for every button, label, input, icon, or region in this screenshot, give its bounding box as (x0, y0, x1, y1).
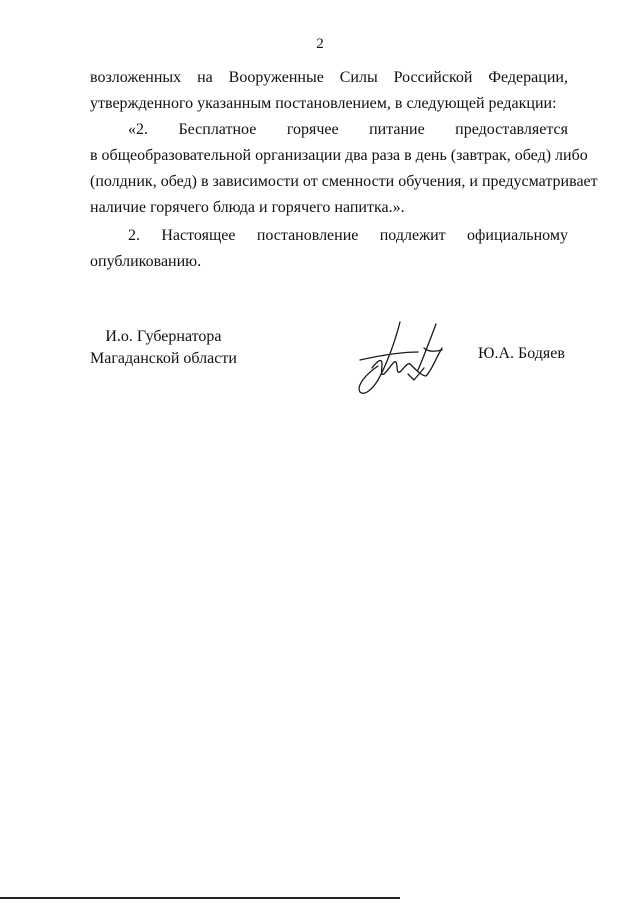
word: горячее (286, 121, 339, 138)
word: на (197, 69, 213, 86)
word: постановление (256, 227, 359, 244)
paragraph-2-line-1 (90, 117, 568, 143)
paragraph-2-line-3: (полдник, обед) в зависимости от сменности обучения, и предусматривает (90, 173, 598, 190)
word: подлежит (379, 227, 446, 244)
word: Силы (339, 69, 378, 86)
word: питание (369, 121, 425, 138)
word: Вооруженные (228, 69, 324, 86)
page-number: 2 (316, 36, 324, 52)
word: Федерации, (488, 69, 568, 86)
signer-name: Ю.А. Бодяев (478, 345, 565, 362)
word: возложенных (90, 69, 182, 86)
paragraph-3-line-2: опубликованию. (90, 253, 202, 270)
signer-position-line-1: И.о. Губернатора (105, 328, 222, 345)
word: 2. (128, 227, 140, 244)
word: официальному (467, 227, 568, 244)
paragraph-3-line-1 (90, 223, 568, 249)
paragraph-2-line-2: в общеобразовательной организации два раза в день (завтрак, обед) либо (90, 147, 588, 164)
paragraph-1 (90, 65, 568, 117)
paragraph-1-line-1 (90, 65, 568, 91)
paragraph-1-line-2: утвержденного указанным постановлением, в следующей редакции: (90, 95, 557, 112)
page-bottom-edge-line (0, 897, 400, 899)
handwritten-signature (338, 318, 450, 400)
word: предоставляется (455, 121, 568, 138)
paragraph-3 (90, 223, 568, 275)
word: Российской (393, 69, 473, 86)
paragraph-2-line-4: наличие горячего блюда и горячего напитка.». (90, 199, 405, 216)
word: Бесплатное (178, 121, 257, 138)
signer-position (90, 326, 237, 370)
word: Настоящее (161, 227, 236, 244)
paragraph-2 (90, 117, 598, 221)
signer-position-line-2: Магаданской области (90, 350, 237, 367)
word: «2. (128, 121, 148, 138)
